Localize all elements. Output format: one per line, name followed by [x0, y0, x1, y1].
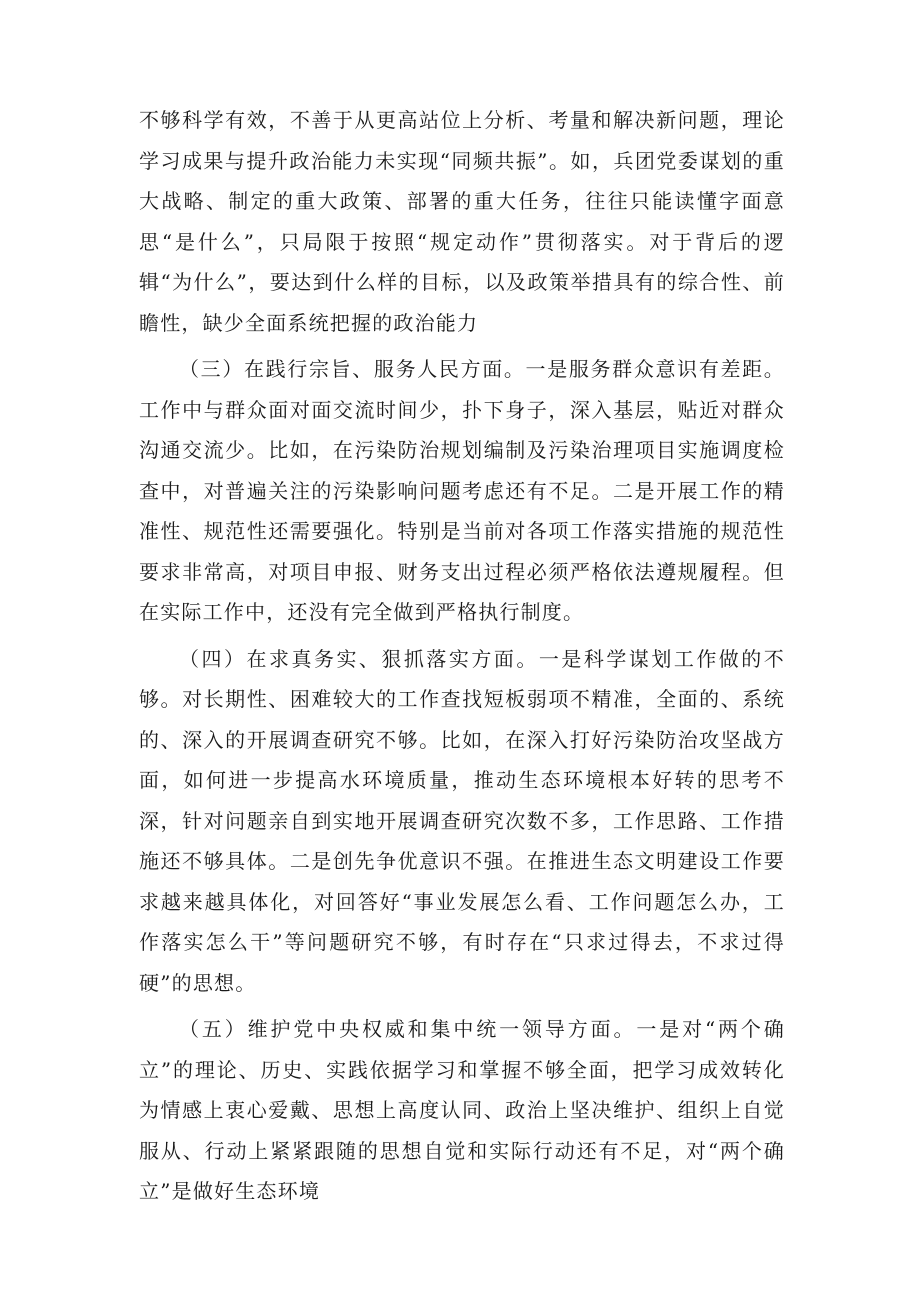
paragraph-section-three: （三）在践行宗旨、服务人民方面。一是服务群众意识有差距。工作中与群众面对面交流时间少，扑下身子，深入基层，贴近对群众沟通交流少。比如，在污染防治规划编制及污染治理项目实施调度检查中，对普遍关注的污染影响问题考虑还有不足。二是开展工作的精准性、规范性还需要强化。特别是当前对各项工作落实措施的规范性要求非常高，对项目申报、财务支出过程必须严格依法遵规履程。但在实际工作中，还没有完全做到严格执行制度。 — [139, 357, 785, 624]
paragraph-section-four: （四）在求真务实、狠抓落实方面。一是科学谋划工作做的不够。对长期性、困难较大的工作查找短板弱项不精准，全面的、系统的、深入的开展调查研究不够。比如，在深入打好污染防治攻坚战方面，如何进一步提高水环境质量，推动生态环境根本好转的思考不深，针对问题亲自到实地开展调查研究次数不多，工作思路、工作措施还不够具体。二是创先争优意识不强。在推进生态文明建设工作要求越来越具体化，对回答好“事业发展怎么看、工作问题怎么办，工作落实怎么干”等问题研究不够，有时存在“只求过得去，不求过得硬”的思想。 — [139, 646, 785, 995]
paragraph-section-five: （五）维护党中央权威和集中统一领导方面。一是对“两个确立”的理论、历史、实践依据学习和掌握不够全面，把学习成效转化为情感上衷心爱戴、思想上高度认同、政治上坚决维护、组织上自觉服从、行动上紧紧跟随的思想自觉和实际行动还有不足，对“两个确立”是做好生态环境 — [139, 1017, 785, 1203]
paragraph-continuation: 不够科学有效，不善于从更高站位上分析、考量和解决新问题，理论学习成果与提升政治能力未实现“同频共振”。如，兵团党委谋划的重大战略、制定的重大政策、部署的重大任务，往往只能读懂字面意思“是什么”，只局限于按照“规定动作”贯彻落实。对于背后的逻辑“为什么”，要达到什么样的目标，以及政策举措具有的综合性、前瞻性，缺少全面系统把握的政治能力 — [139, 108, 785, 335]
document-body — [139, 100, 785, 1218]
